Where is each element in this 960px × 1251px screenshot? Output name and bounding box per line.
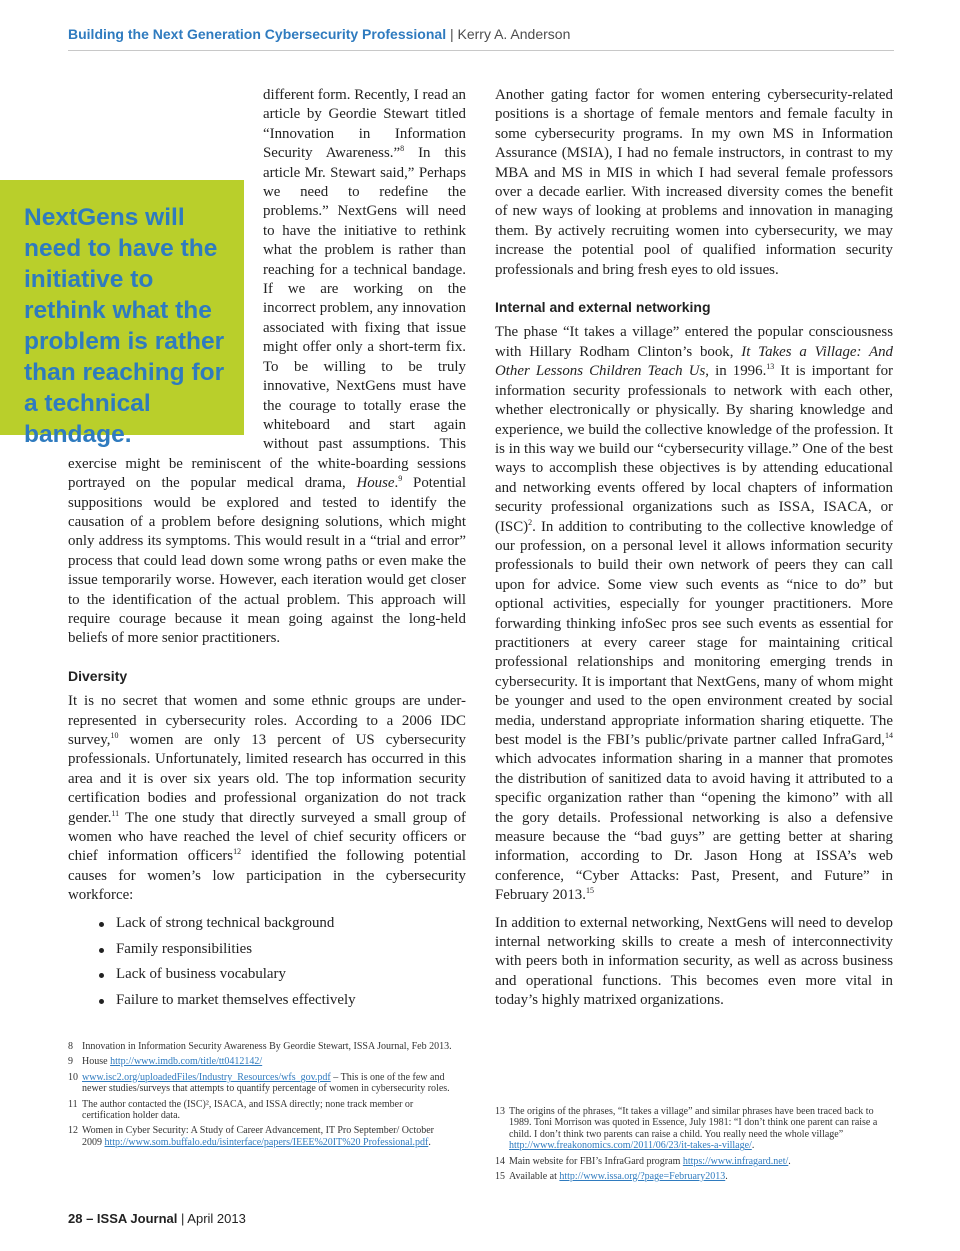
footnote-14: 14 Main website for FBI’s InfraGard program https://www.infragard.net/. [495, 1155, 791, 1167]
right-paragraph-3: In addition to external networking, NextGens will need to develop internal networking skills to create a mesh of interconnectivity with peers both in information security, as well as across business and operational functions. This becomes even more vital in today’s highly matrixed organizations. [495, 914, 893, 1009]
footnotes-right [495, 1106, 883, 1186]
right-paragraph-2: The phase “It takes a village” entered the popular consciousness with Hillary Rodham Clinton’s book, It Takes a Village: And Other Lessons Children Teach Us, in 1996.13 It is important for information security professionals to network with each other, whether electronically or physically. By sharing knowledge and experience, we build the collective knowledge of the profession. It is in this way we build our “cybersecurity village.” One of the best ways to accomplish these objectives is by attending educational and networking events offered by local chapters of information security professional organizations such as ISSA, ISACA, or (ISC)$^2$. In addition to contributing to the collective knowledge of our profession, on a personal level it allows information security professionals to build their own network of peers they can call upon for advice. Some view such events as “nice to do” but optional activities, especially for younger practitioners. More forwarding thinking infoSec pros see such events as essential for practitioners at every career stage for maintaining critical professional relationships and monitoring emerging trends in cybersecurity. It is important that NextGens, many of whom might be younger and used to the open environment created by social media, understand appropriate information sharing etiquette. The best model is the FBI’s public/private partner called InfraGard,$^{14}$ which advocates information sharing in a manner that promotes the distribution of sanitized data to avoid having it attributed to a specific organization rather than “opening the kimono” with all the gory details. Professional networking is also a defensive measure because the “bad guys” are getting better at sharing information, according to Dr. Jason Hong at ISSA’s web conference, “Cyber Attacks: Past, Present, and Future” in February 2013.15 [495, 324, 893, 904]
list-item: Lack of business vocabulary [116, 965, 466, 984]
causes-list [68, 914, 466, 1011]
right-column [495, 86, 893, 1011]
pullquote-wrap-space [68, 164, 263, 436]
running-header [68, 26, 894, 50]
page-footer [68, 1211, 246, 1226]
bullet-icon [99, 948, 104, 953]
footer-journal: – ISSA Journal [86, 1211, 178, 1226]
left-paragraph-diversity: It is no secret that women and some ethnic groups are under-represented in cybersecurity roles. According to a 2006 IDC survey,$^{10}$ women are only 13 percent of US cybersecurity professionals. Unfortunately, limited research has occurred in this area and it is over six years old. The top information security certification bodies and professional organization do not track gender.$^{11}$ The one study that directly surveyed a small group of women who have reached the level of chief security officers or chief information officers$^{12}$ identified the following potential causes for women’s low participation in the cybersecurity workforce: [68, 693, 466, 904]
footnote-9-link[interactable]: http://www.imdb.com/title/tt0412142/ [110, 1056, 263, 1068]
heading-diversity: Diversity [68, 667, 128, 684]
heading-networking: Internal and external networking [495, 299, 711, 316]
header-title: Building the Next Generation Cybersecurity Professional [68, 26, 447, 42]
pullquote-text: NextGens will need to have the initiative to rethink what the problem is rather than reaching for a technical bandage. [24, 204, 225, 448]
footnote-12-link[interactable]: http://www.som.buffalo.edu/isinterface/papers/IEEE%20IT%20 Professional.pdf [104, 1136, 429, 1148]
footnote-8: 8 Innovation in Information Security Awareness By Geordie Stewart, ISSA Journal, Feb 2013. [68, 1041, 452, 1052]
footnote-11: 11 The author contacted the (ISC)², ISACA, and ISSA directly; none track member or certification holder data. [68, 1098, 414, 1122]
footnote-9: 9 House http://www.imdb.com/title/tt0412142/ [68, 1056, 263, 1068]
header-rule [68, 50, 894, 51]
list-item: Lack of strong technical background [116, 914, 466, 933]
header-separator: | [449, 26, 454, 42]
left-paragraph-main: different form. Recently, I read an article by Geordie Stewart titled “Innovation in Information Security Awareness.”$^8$ In this article Mr. Stewart said,” Perhaps we need to redefine the problems.” NextGens will need to have the initiative to rethink what the problem is rather than reaching for a technical bandage. If we are working on the incorrect problem, any innovation associated with fixing that issue might offer only a short-term fix. To be willing to be truly innovative, NextGens must have the courage to totally erase the whiteboard and start again without past assumptions. This exercise might be reminiscent of the white-boarding sessions portrayed on the popular medical drama, House.$^9$ Potential suppositions would be explored and tested to identify the causation of a problem before designing solutions, which might only address its symptoms. This would result in a “trial and error” process that could lead down some wrong paths or even make the issue temporarily worse. However, each iteration would get closer to the identification of the actual problem. This approach will require courage because it mean going against the long-held beliefs of more senior practitioners. [68, 87, 467, 647]
list-item: Failure to market themselves effectively [116, 991, 466, 1010]
header-author: Kerry A. Anderson [457, 26, 571, 42]
footnote-10-link[interactable]: www.isc2.org/uploadedFiles/Industry_Resources/wfs_gov.pdf [82, 1071, 331, 1083]
footnotes-left [68, 1041, 456, 1152]
bullet-icon [99, 922, 104, 927]
footnote-12: 12 Women in Cyber Security: A Study of Career Advancement, IT Pro September/ October 2009 http://www.som.buffalo.edu/isinterface/papers/IEEE%20IT%20 Professional.pdf. [68, 1125, 434, 1148]
footnote-10: 10 www.isc2.org/uploadedFiles/Industry_Resources/wfs_gov.pdf – This is one of the few and newer studies/surveys that attempts to quantify percentage of women in cybersecurity roles. [68, 1071, 450, 1095]
footnote-13: 13 The origins of the phrases, “It takes a village” and similar phrases have been traced back to 1989. Toni Morrison was quoted in Essence, July 1981: “I don’t think one parent can raise a child. I don’t think two parents can raise a child. You really need the whole village” http://www.freakonomics.com/2011/06/23/it-takes-a-village/. [495, 1106, 878, 1152]
footnote-15-link[interactable]: http://www.issa.org/?page=February2013 [559, 1171, 726, 1183]
page-number: 28 [68, 1211, 83, 1226]
list-item: Family responsibilities [116, 940, 466, 959]
left-column-flow [68, 86, 466, 1017]
bullet-icon [99, 973, 104, 978]
footnote-15: 15 Available at http://www.issa.org/?page=February2013. [495, 1171, 728, 1183]
footnote-14-link[interactable]: https://www.infragard.net/ [682, 1155, 789, 1167]
right-paragraph-1: Another gating factor for women entering cybersecurity-related positions is a shortage of female mentors and female faculty in some cybersecurity programs. In my own MS in Information Assurance (MSIA), I had no female instructors, in contrast to my MBA and MS in MIS in which I had several female professors over a decade earlier. With increased diversity comes the benefit of new ways of looking at problems and innovation in managing them. By actively recruiting women into cybersecurity, we may increase the potential pool of qualified information security professionals and bring fresh eyes to old issues. [495, 87, 893, 278]
bullet-icon [99, 999, 104, 1004]
footer-separator: | [181, 1211, 185, 1226]
footer-date: April 2013 [187, 1211, 246, 1226]
footnote-13-link[interactable]: http://www.freakonomics.com/2011/06/23/it-takes-a-village/ [509, 1140, 752, 1152]
